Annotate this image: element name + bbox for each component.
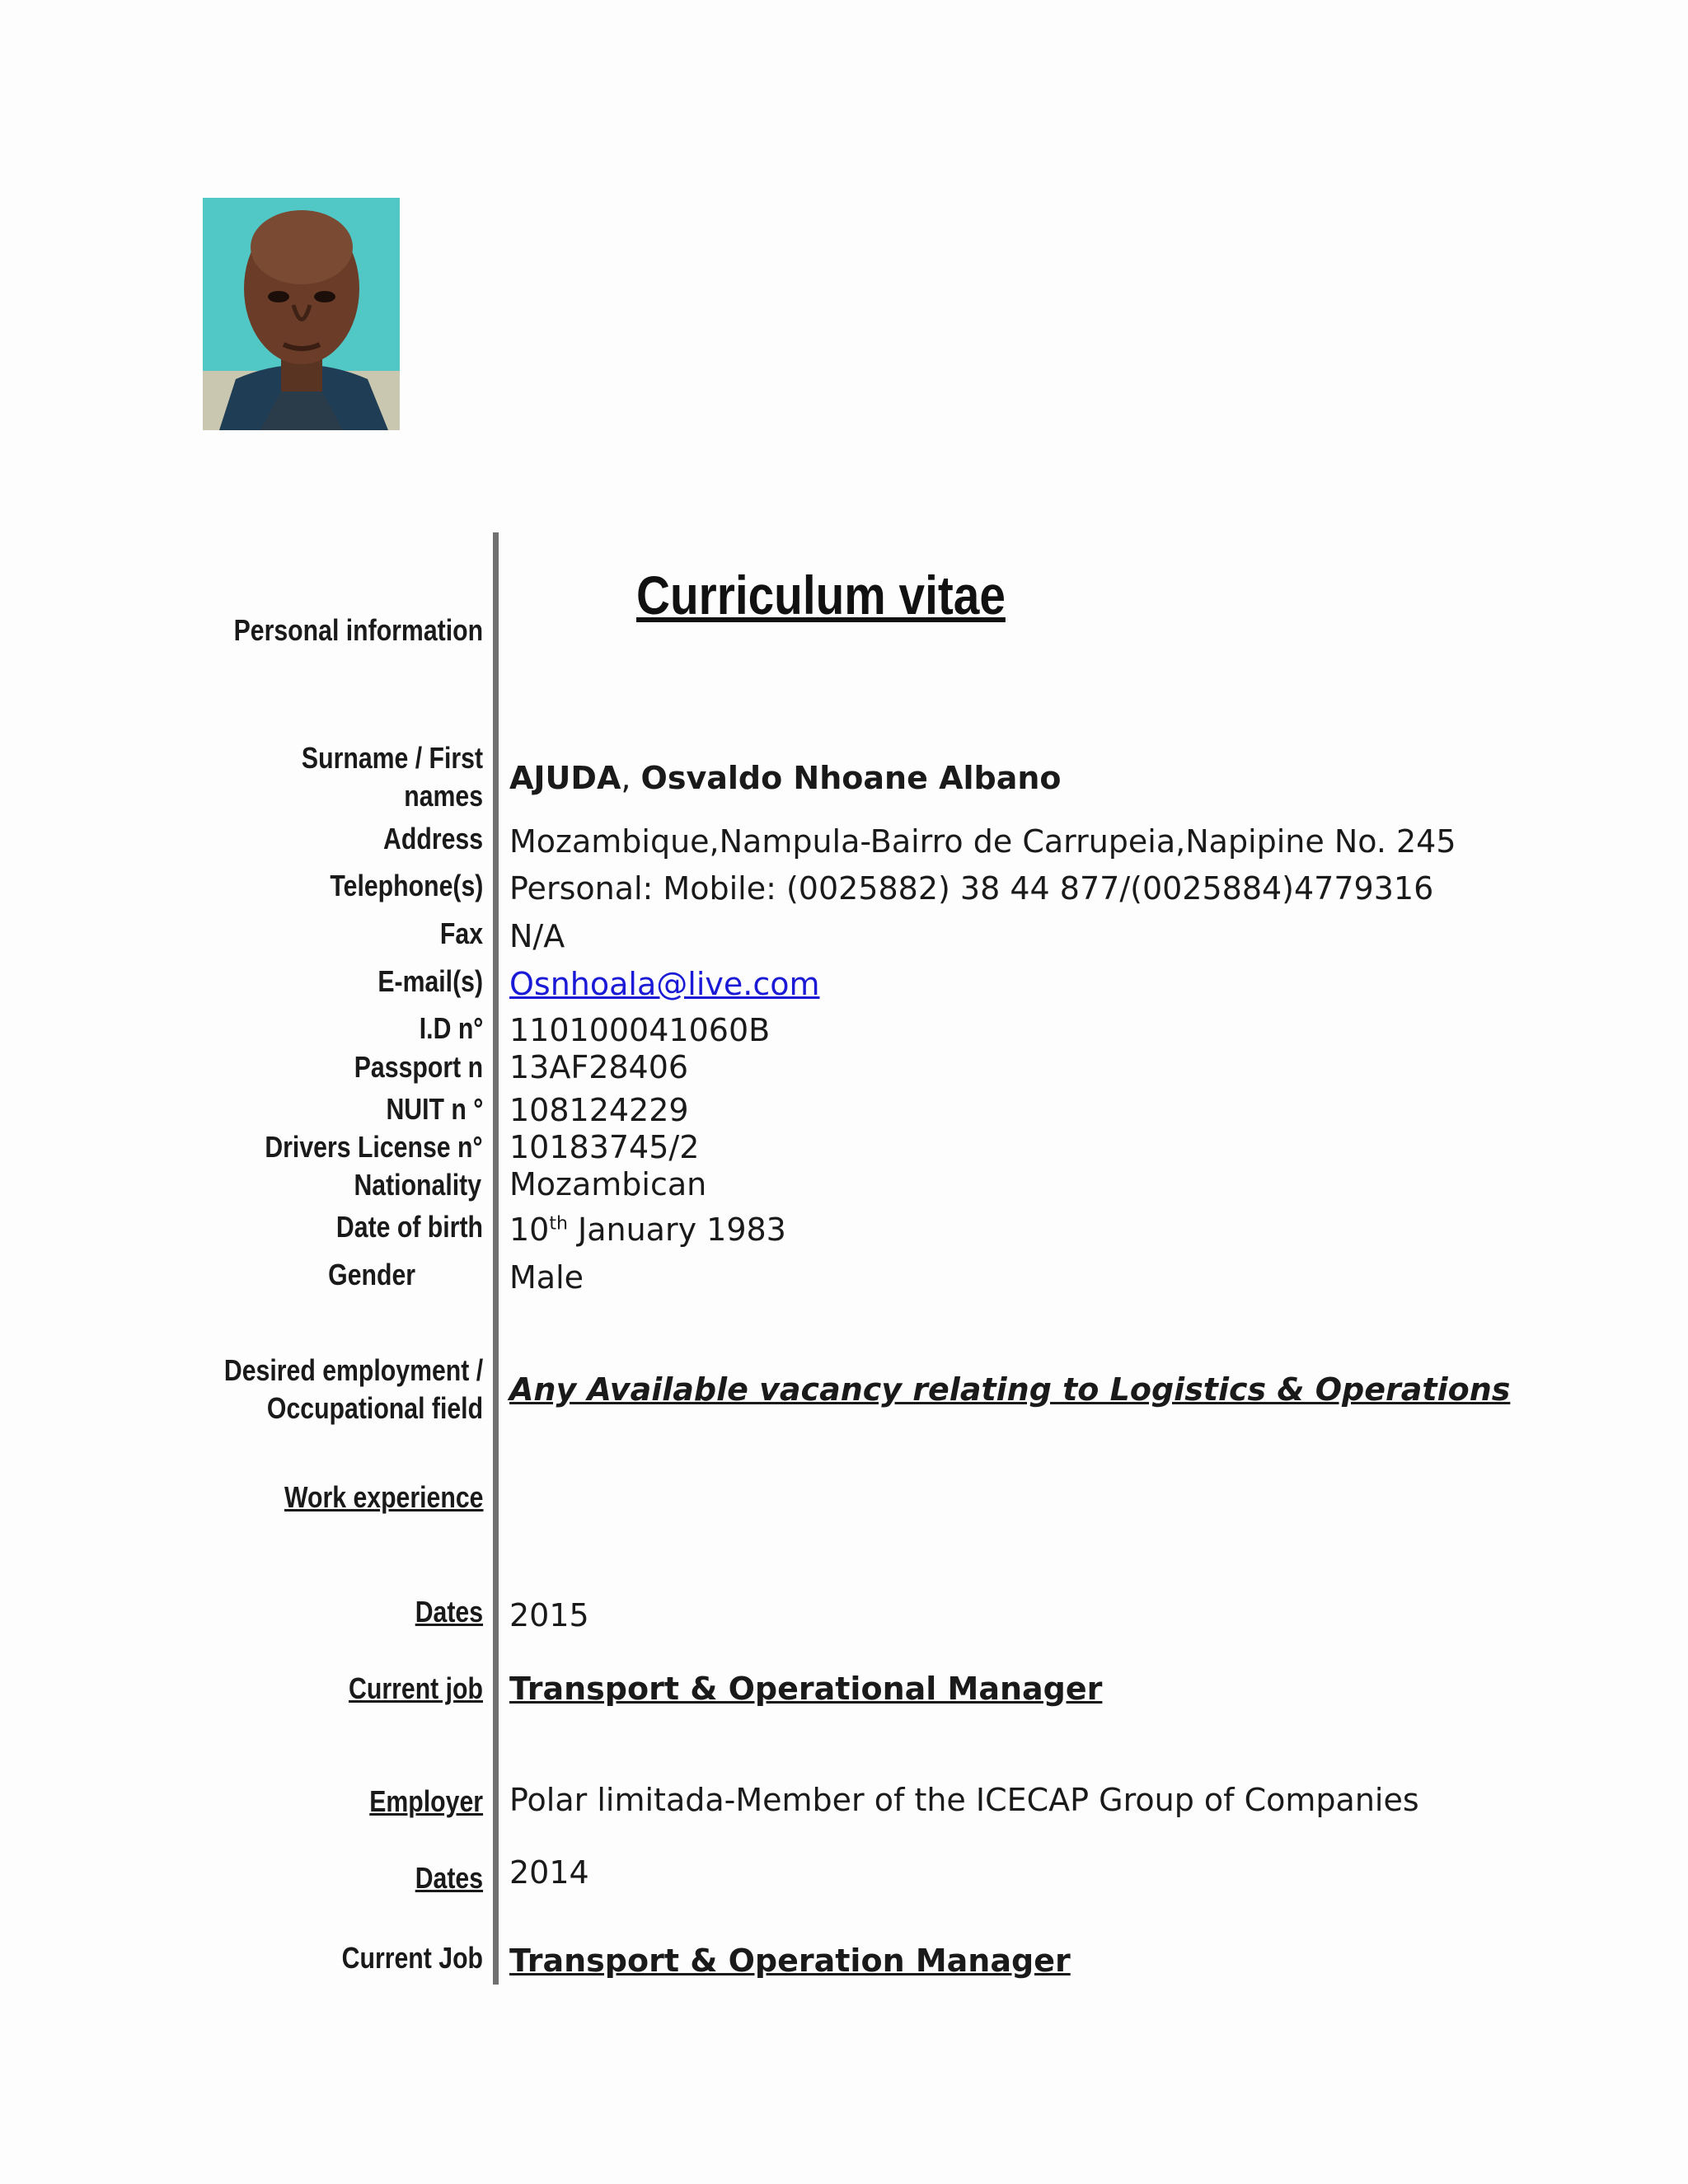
label-telephone: Telephone(s) <box>330 869 483 902</box>
label-email: E-mail(s) <box>377 964 483 998</box>
section-label-work-experience: Work experience <box>284 1480 483 1514</box>
dob-rest: January 1983 <box>567 1212 786 1248</box>
value-drivers-license: 10183745/2 <box>509 1129 700 1165</box>
value-dates-2: 2014 <box>509 1854 589 1891</box>
applicant-photo <box>203 198 400 430</box>
label-desired-employment-line1: Desired employment / <box>223 1353 483 1387</box>
label-nuit: NUIT n ° <box>386 1092 483 1126</box>
section-label-personal-information: Personal information <box>233 613 483 647</box>
value-address: Mozambique,Nampula-Bairro de Carrupeia,Napipine No. 245 <box>509 823 1456 860</box>
portrait-image <box>203 198 400 430</box>
label-dates-2: Dates <box>415 1861 483 1895</box>
column-divider <box>493 532 499 1985</box>
value-email-row <box>509 965 819 1003</box>
label-drivers-license: Drivers License n° <box>265 1130 483 1164</box>
dob-suffix: th <box>549 1213 568 1235</box>
label-gender: Gender <box>328 1258 415 1291</box>
label-date-of-birth: Date of birth <box>335 1210 483 1244</box>
document-title: Curriculum vitae <box>636 565 1006 626</box>
value-name <box>509 759 1062 797</box>
label-address: Address <box>382 822 483 855</box>
value-gender: Male <box>509 1259 584 1296</box>
email-link[interactable]: Osnhoala@live.com <box>509 966 820 1002</box>
label-nationality: Nationality <box>354 1168 481 1202</box>
value-nuit: 108124229 <box>509 1092 689 1128</box>
value-dates-1: 2015 <box>509 1597 589 1633</box>
value-name-separator: , <box>621 760 641 796</box>
label-current-job-1: Current job <box>349 1671 483 1705</box>
value-current-job-2: Transport & Operation Manager <box>509 1943 1071 1979</box>
value-desired-employment: Any Available vacancy relating to Logistics & Operations <box>509 1371 1511 1408</box>
label-dates-1: Dates <box>415 1595 483 1629</box>
value-id: 110100041060B <box>509 1012 771 1048</box>
label-surname-first-line1: Surname / First <box>301 741 483 775</box>
label-id: I.D n° <box>419 1011 483 1045</box>
label-current-job-2: Current Job <box>341 1941 483 1975</box>
value-passport: 13AF28406 <box>509 1049 689 1085</box>
value-fax: N/A <box>509 918 565 954</box>
label-passport: Passport n <box>354 1050 483 1084</box>
value-surname: AJUDA <box>509 760 621 796</box>
value-employer: Polar limitada-Member of the ICECAP Group of Companies <box>509 1782 1419 1818</box>
label-desired-employment-line2: Occupational field <box>266 1391 483 1425</box>
value-first-names: Osvaldo Nhoane Albano <box>640 760 1062 796</box>
dob-day: 10 <box>509 1212 550 1248</box>
value-current-job-1: Transport & Operational Manager <box>509 1671 1103 1707</box>
label-surname-first-line2: names <box>404 779 483 813</box>
label-fax: Fax <box>439 916 483 950</box>
value-telephone: Personal: Mobile: (0025882) 38 44 877/(0025884)4779316 <box>509 870 1434 907</box>
value-date-of-birth <box>509 1211 786 1249</box>
value-nationality: Mozambican <box>509 1166 707 1202</box>
label-employer: Employer <box>369 1784 483 1818</box>
